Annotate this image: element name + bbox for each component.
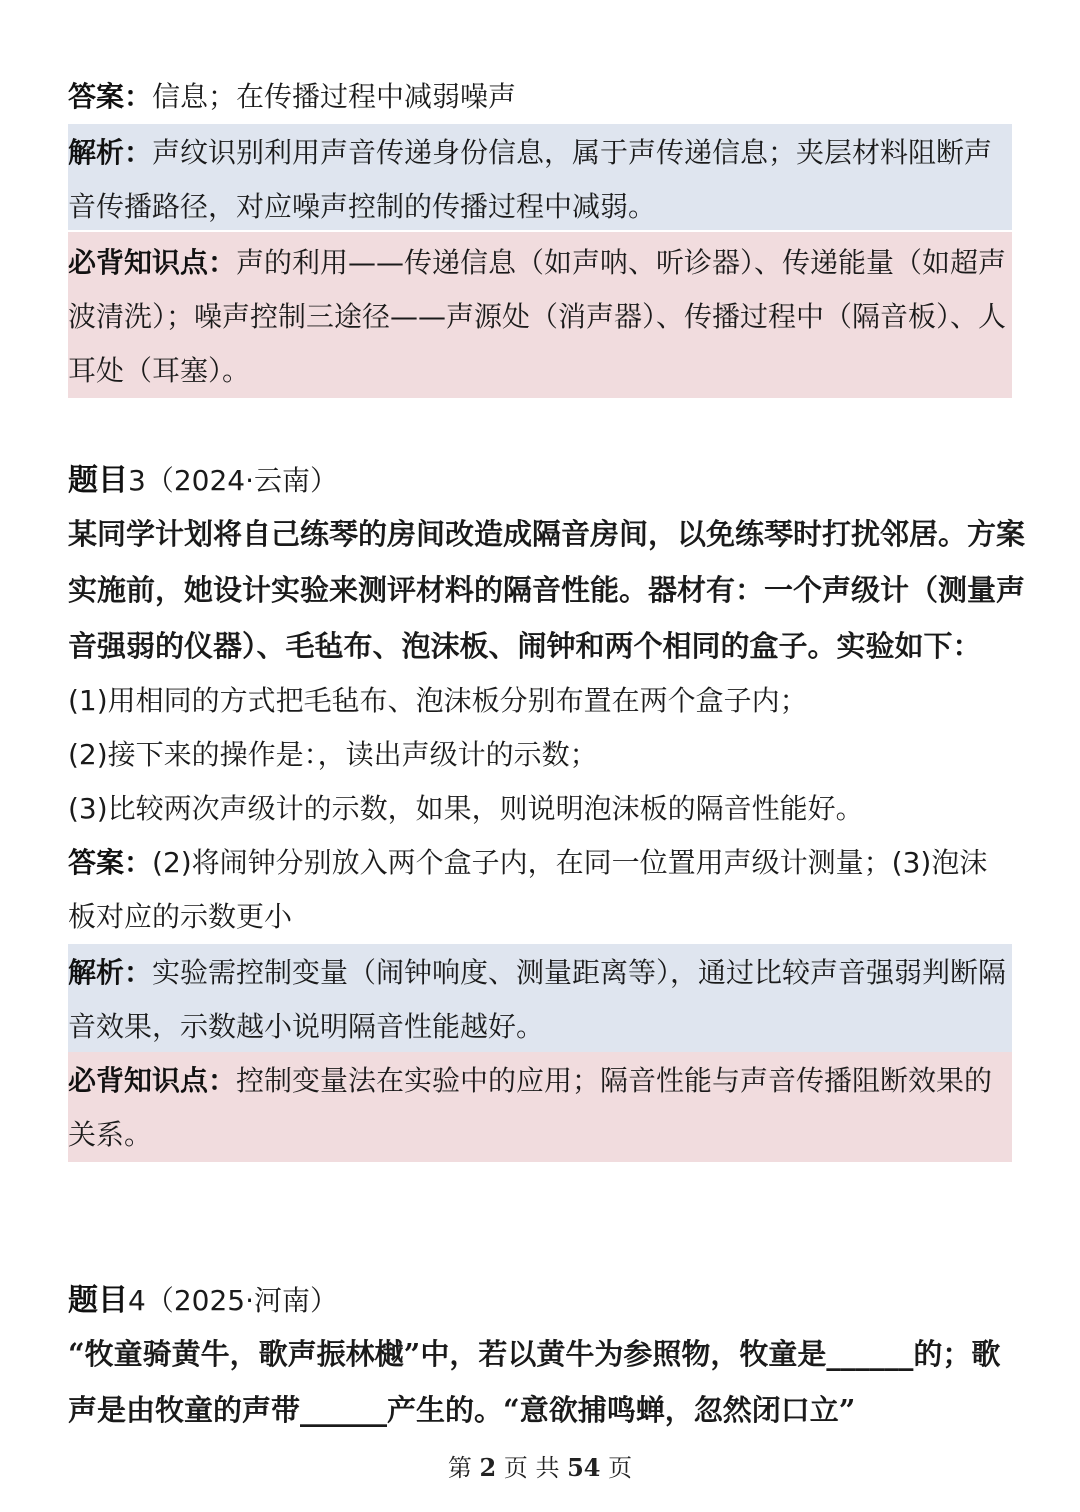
knowledge-text: 控制变量法在实验中的应用；隔音性能与声音传播阻断效果的关系。: [68, 1064, 993, 1151]
question-title-label: 题目: [68, 1283, 128, 1318]
previous-question-answer-block: [68, 70, 1012, 398]
page-footer: [0, 1448, 1080, 1488]
question-3-stem: 某同学计划将自己练琴的房间改造成隔音房间，以免练琴时打扰邻居。方案实施前，她设计实验来测评材料的隔音性能。器材有：一个声级计（测量声音强弱的仪器）、毛毡布、泡沫板、闹钟和两个相同的盒子。实验如下：: [68, 517, 1026, 663]
total-pages: 54: [567, 1453, 601, 1482]
question-title-label: 题目: [68, 463, 128, 498]
stem-text-1: “牧童骑黄牛，歌声振林樾”中，若以黄牛为参照物，牧童是: [68, 1337, 827, 1371]
footer-prefix: 第: [447, 1454, 472, 1482]
analysis-text: 实验需控制变量（闹钟响度、测量距离等），通过比较声音强弱判断隔音效果，示数越小说明隔音性能越好。: [68, 956, 1007, 1043]
analysis-text: 声纹识别利用声音传递身份信息，属于声传递信息；夹层材料阻断声音传播路径，对应噪声控制的传播过程中减弱。: [68, 136, 993, 223]
answer-text: 信息；在传播过程中减弱噪声: [152, 80, 517, 113]
answer-blank-2: ______: [300, 1393, 388, 1427]
question-3-item-3: (3)比较两次声级计的示数，如果，则说明泡沫板的隔音性能好。: [68, 792, 864, 825]
question-3: [68, 456, 1026, 1162]
footer-middle: 页 共: [503, 1454, 560, 1482]
answer-label: 答案：: [68, 80, 153, 113]
answer-blank-1: ______: [826, 1337, 914, 1371]
question-3-title: [68, 456, 1012, 506]
analysis-label: 解析：: [68, 956, 153, 989]
question-4-stem: [68, 1326, 1018, 1438]
knowledge-text: 声的利用——传递信息（如声呐、听诊器）、传递能量（如超声波清洗）；噪声控制三途径——声源处（消声器）、传播过程中（隔音板）、人耳处（耳塞）。: [68, 246, 1007, 387]
analysis-label: 解析：: [68, 136, 153, 169]
answer-line: [68, 70, 1012, 124]
knowledge-label: 必背知识点：: [68, 246, 237, 279]
stem-text-3: 产生的。“意欲捕鸣蝉，忽然闭口立”: [387, 1393, 856, 1427]
answer-text: (2)将闹钟分别放入两个盒子内，在同一位置用声级计测量；(3)泡沫板对应的示数更小: [68, 846, 988, 933]
question-3-analysis-box: [68, 944, 1012, 1052]
knowledge-label: 必背知识点：: [68, 1064, 237, 1097]
page-number: 2: [479, 1453, 497, 1482]
question-3-item-2: (2)接下来的操作是：，读出声级计的示数；: [68, 738, 598, 771]
question-4-title: [68, 1276, 1012, 1326]
knowledge-box: [68, 232, 1012, 398]
question-3-knowledge-box: [68, 1052, 1012, 1162]
question-title-meta: 3（2024·云南）: [128, 464, 338, 497]
question-4: [68, 1276, 1012, 1438]
question-title-meta: 4（2025·河南）: [128, 1284, 338, 1317]
stem-text-2: 的；歌声是由牧童的声带: [68, 1337, 1001, 1427]
question-3-answer: [68, 836, 1012, 944]
analysis-box: [68, 124, 1012, 230]
question-3-item-1: (1)用相同的方式把毛毡布、泡沫板分别布置在两个盒子内；: [68, 684, 808, 717]
answer-label: 答案：: [68, 846, 153, 879]
footer-suffix: 页: [608, 1454, 633, 1482]
